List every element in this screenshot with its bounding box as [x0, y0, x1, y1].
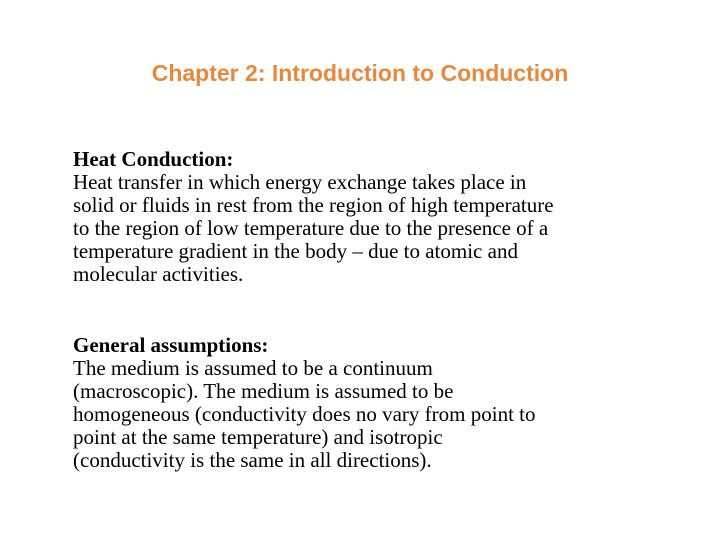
- body-line: to the region of low temperature due to the presence of a: [73, 216, 549, 240]
- slide-title: Chapter 2: Introduction to Conduction: [151, 60, 569, 86]
- body-line: solid or fluids in rest from the region of high temperature: [73, 193, 554, 217]
- body-line: molecular activities.: [73, 262, 244, 286]
- section-heading: Heat Conduction:: [73, 147, 234, 171]
- body-line: point at the same temperature) and isotropic: [73, 425, 443, 449]
- body-line: Heat transfer in which energy exchange takes place in: [73, 170, 527, 194]
- body-line: temperature gradient in the body – due to atomic and: [73, 239, 518, 263]
- section-heading: General assumptions:: [73, 333, 269, 357]
- general-assumptions-section: [73, 334, 673, 472]
- heat-conduction-section: [73, 148, 673, 286]
- body-line: (macroscopic). The medium is assumed to be: [73, 379, 454, 403]
- body-line: homogeneous (conductivity does no vary from point to: [73, 402, 536, 426]
- body-line: The medium is assumed to be a continuum: [73, 356, 433, 380]
- body-line: (conductivity is the same in all directions).: [73, 448, 432, 472]
